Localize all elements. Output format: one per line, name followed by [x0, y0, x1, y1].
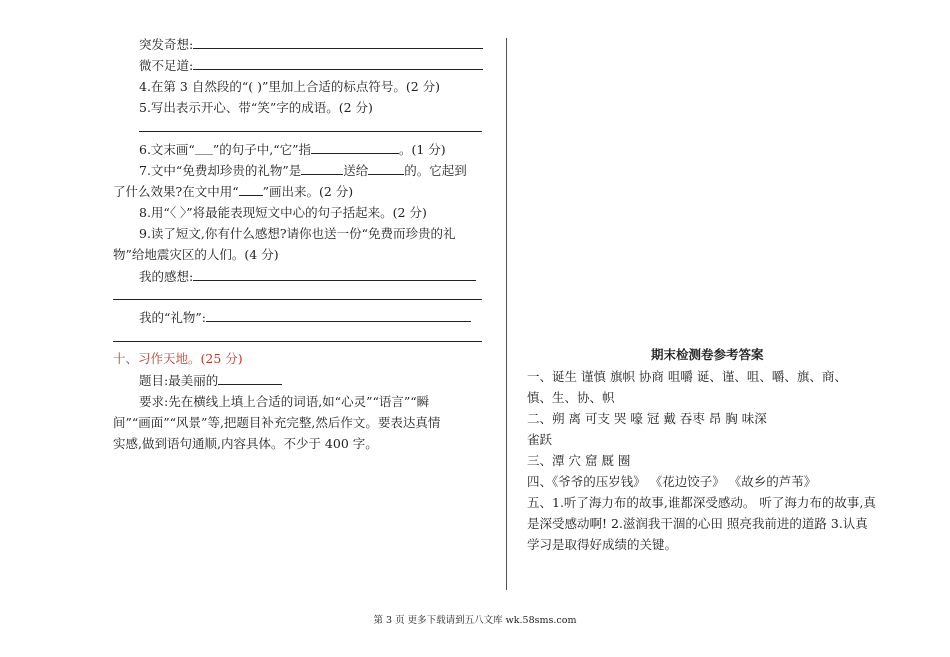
answer-blank[interactable] [368, 162, 404, 175]
answer-5-cont: 是深受感动啊! 2.滋润我干涸的心田 照亮我前进的道路 3.认真 [527, 516, 868, 531]
answer-4: 四、《爷爷的压岁钱》 《花边饺子》 《故乡的芦苇》 [527, 474, 817, 489]
question-4: 4.在第 3 自然段的“( )”里加上合适的标点符号。(2 分) [139, 79, 441, 94]
answer-blank[interactable] [301, 162, 343, 175]
answer-blank[interactable] [311, 141, 399, 154]
topic-row [139, 372, 282, 389]
section-10-heading: 十、习作天地。(25 分) [113, 351, 243, 366]
question-6 [139, 141, 446, 160]
page-footer: 第 3 页 更多下载请到五八文库 wk.58sms.com [373, 615, 577, 626]
answer-key-title: 期末检测卷参考答案 [651, 347, 764, 362]
q7-text: 了什么效果?在文中用“ [113, 184, 239, 199]
q-trivial [139, 57, 483, 74]
q7-text: ”画出来。(2 分) [262, 184, 354, 199]
answer-blank[interactable] [206, 309, 471, 322]
question-8: 8.用“〈 〉”将最能表现短文中心的句子括起来。(2 分) [139, 205, 427, 220]
feeling-label: 我的感想: [139, 269, 194, 284]
q-trivial-label: 微不足道: [139, 58, 194, 73]
q6-text: 。(1 分) [399, 142, 446, 157]
question-9: 9.读了短文,你有什么感想?请你也送一份“免费而珍贵的礼 [139, 226, 456, 241]
answer-blank[interactable] [193, 268, 476, 281]
q7-text: 的。它起到 [404, 163, 467, 178]
answer-blank[interactable] [218, 372, 282, 385]
question-7-cont [113, 183, 353, 200]
answer-1: 一、诞生 谨慎 旗帜 协商 咀嚼 诞、谨、咀、嚼、旗、商、 [527, 369, 847, 384]
q6-text: ”的句子中,“它”指 [212, 142, 311, 157]
q6-text: 6.文末画“ [139, 142, 195, 157]
answer-5: 五、1.听了海力布的故事,谁都深受感动。 听了海力布的故事,真 [527, 495, 876, 510]
answer-1-cont: 慎、生、协、帜 [527, 390, 615, 405]
gift-label: 我的“礼物”: [139, 310, 206, 325]
answer-5-cont: 学习是取得好成绩的关键。 [527, 537, 678, 552]
requirement-line: 实感,做到语句通顺,内容具体。不少于 400 字。 [113, 436, 378, 451]
topic-label: 题目:最美丽的 [139, 373, 219, 388]
answer-blank[interactable] [193, 36, 483, 49]
answer-2-cont: 雀跃 [527, 432, 553, 447]
question-7 [139, 162, 467, 179]
q-sudden-label: 突发奇想: [139, 37, 194, 52]
q-sudden-idea [139, 36, 483, 53]
answer-line[interactable] [113, 299, 482, 300]
feeling-row [139, 268, 476, 285]
answer-3: 三、潭 穴 窟 厩 圈 [527, 453, 631, 468]
q6-wavy-mark: ﹏﹏ [194, 147, 213, 157]
requirement-line: 要求:先在横线上填上合适的词语,如“心灵”“语言”“瞬 [139, 394, 430, 409]
underline-mark [239, 183, 263, 196]
gift-row [139, 309, 471, 326]
answer-2: 二、朔 离 可支 哭 嚎 冠 戴 吞枣 昂 胸 味深 [527, 411, 767, 426]
requirement-line: 间”“画面”“风景”等,把题目补充完整,然后作文。要表达真情 [113, 415, 441, 430]
answer-line[interactable] [139, 131, 482, 132]
question-9-cont: 物”给地震灾区的人们。(4 分) [113, 247, 279, 262]
column-divider [506, 38, 507, 590]
q7-text: 送给 [343, 163, 369, 178]
question-5: 5.写出表示开心、带“笑”字的成语。(2 分) [139, 100, 373, 115]
answer-line[interactable] [113, 341, 482, 342]
q7-text: 7.文中“免费却珍贵的礼物”是 [139, 163, 302, 178]
answer-blank[interactable] [193, 57, 483, 70]
